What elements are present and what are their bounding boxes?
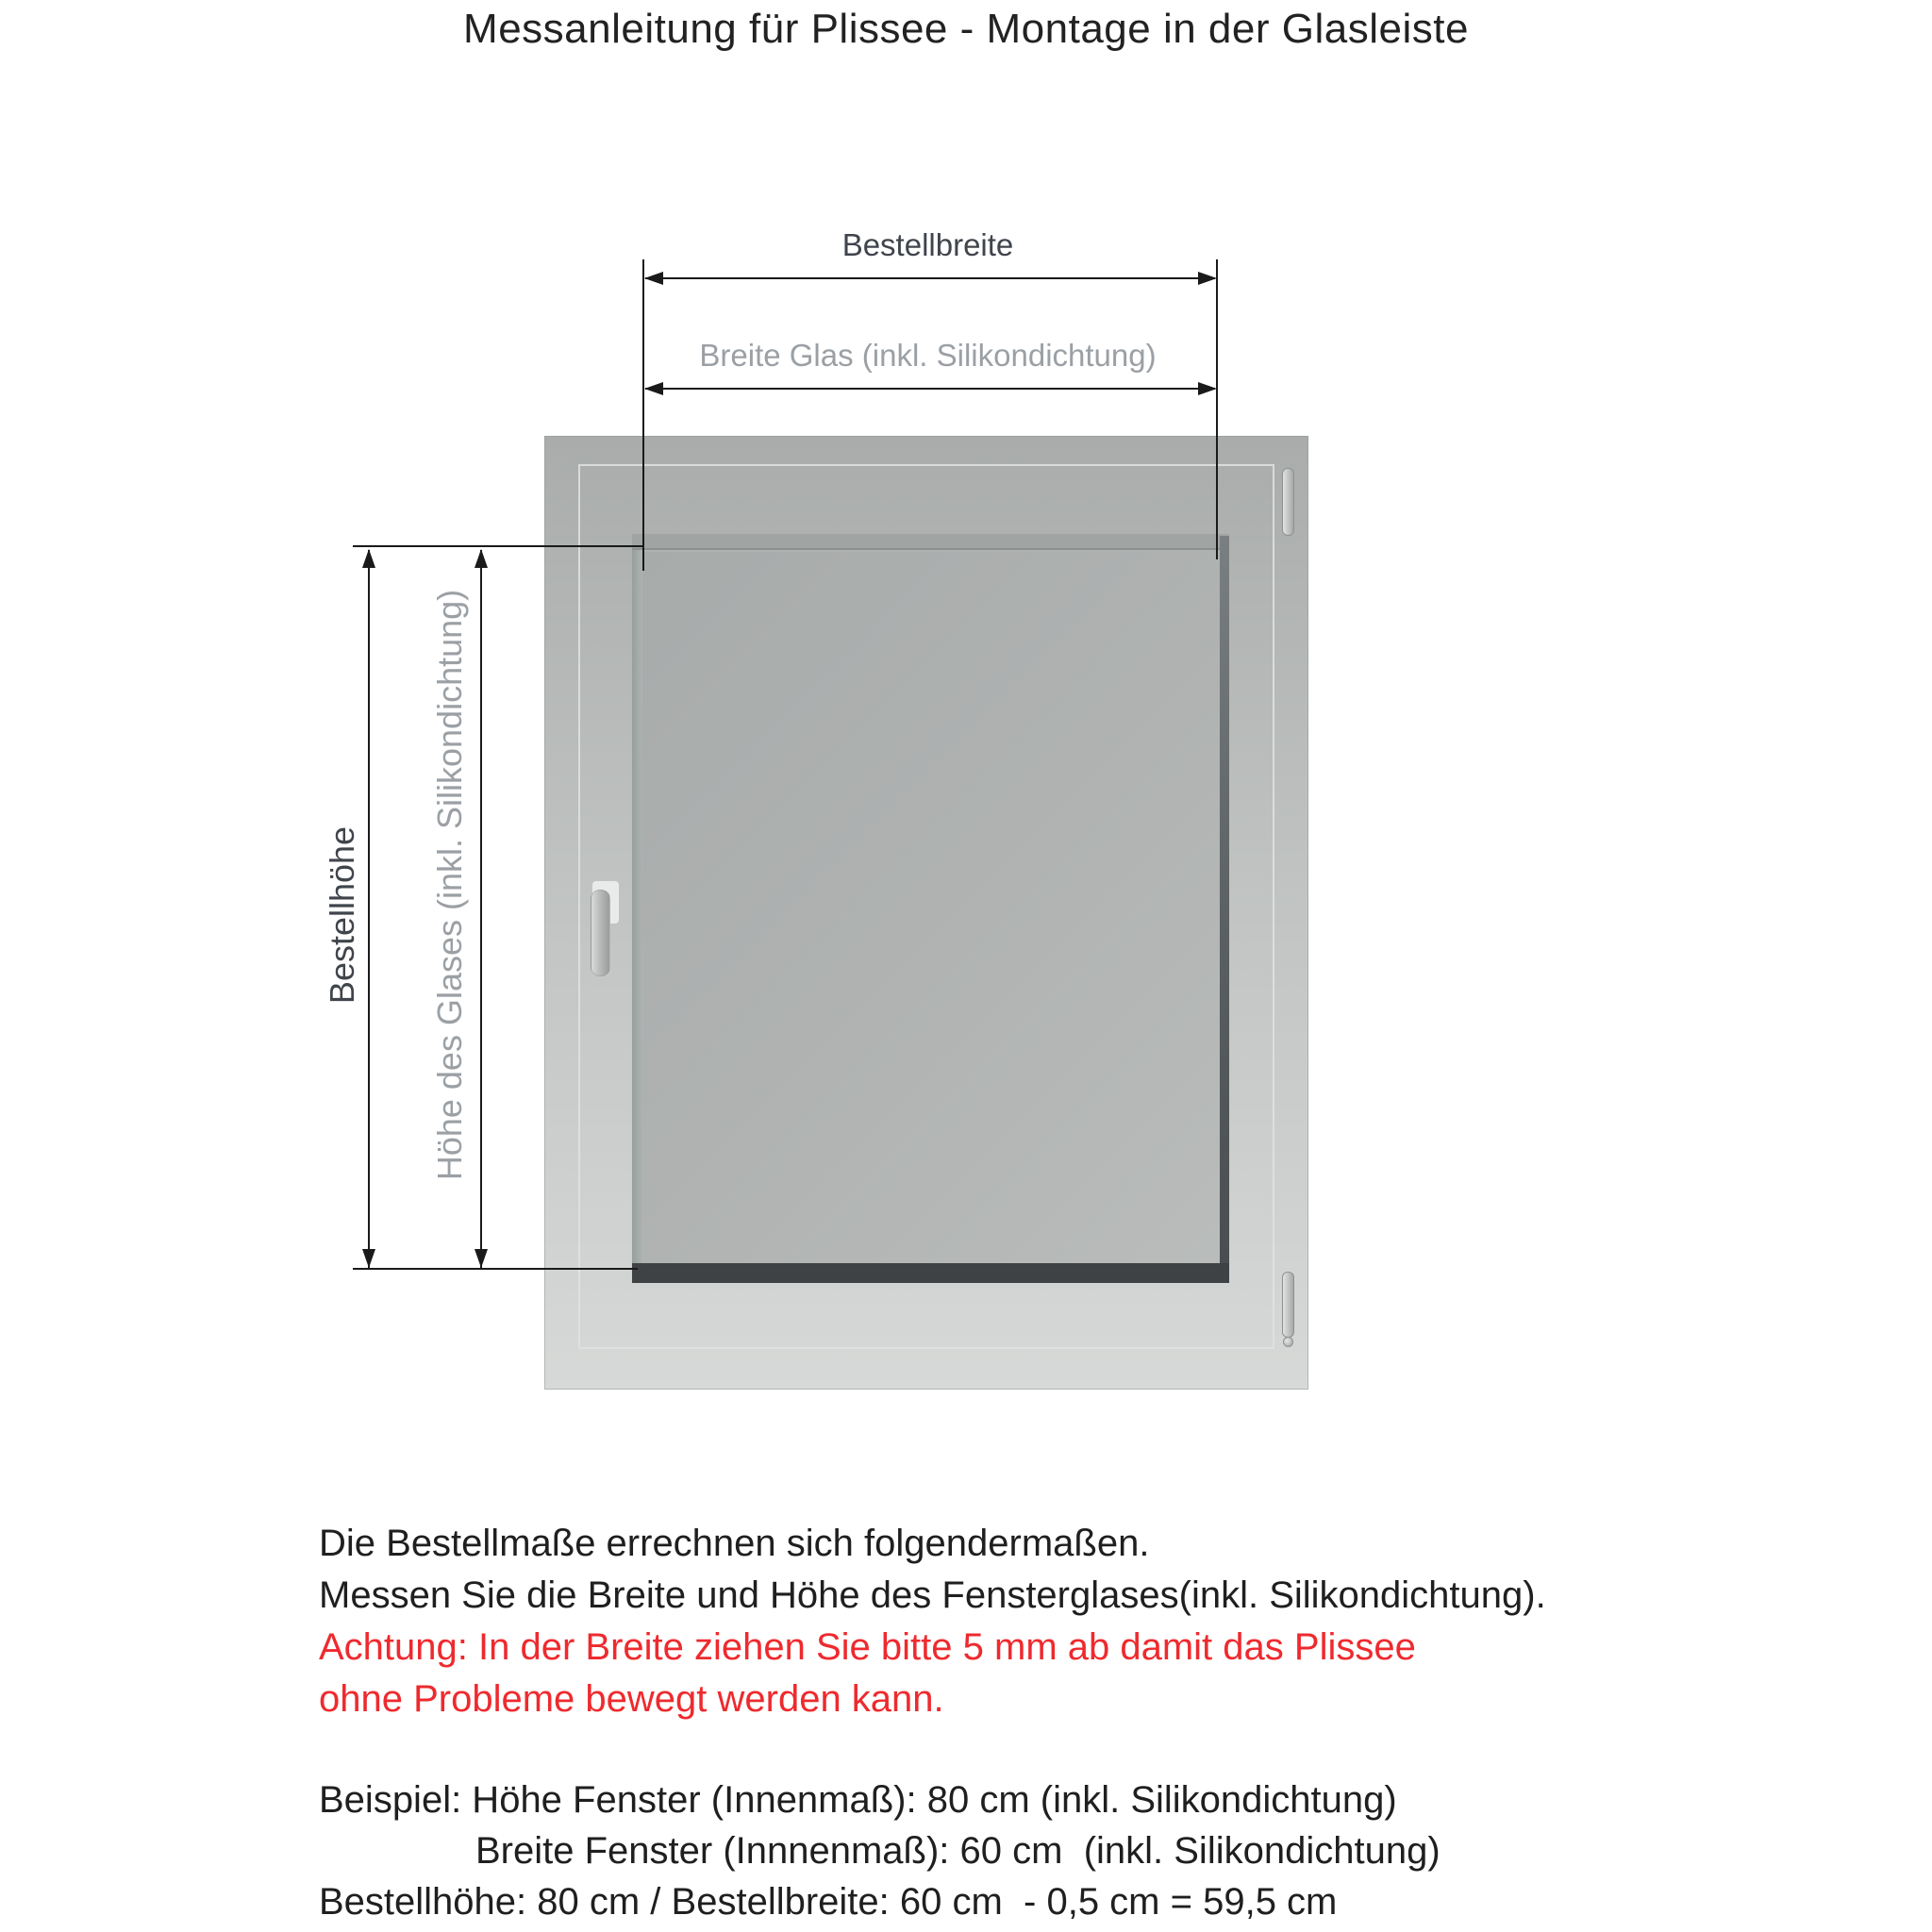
- extension-line-left-vertical: [642, 259, 644, 571]
- hoehe-glas-arrow-line: [480, 550, 482, 1268]
- window-glass: [632, 534, 1229, 1283]
- example-line: Beispiel: Höhe Fenster (Innenmaß): 80 cm (inkl. Silikondichtung): [319, 1779, 1397, 1821]
- page-title: Messanleitung für Plissee - Montage in der Glasleiste: [463, 6, 1469, 52]
- extension-line-right-vertical: [1216, 259, 1218, 559]
- arrowhead-down-icon: [475, 1249, 488, 1268]
- bestellhoehe-arrow-line: [368, 550, 370, 1268]
- arrowhead-up-icon: [475, 549, 488, 568]
- example-block: [319, 1774, 1734, 1927]
- window-handle: [591, 890, 610, 976]
- arrowhead-left-icon: [644, 382, 663, 395]
- bestellbreite-arrow-line: [645, 277, 1215, 279]
- instruction-line: Messen Sie die Breite und Höhe des Fensterglases(inkl. Silikondichtung).: [319, 1574, 1546, 1616]
- instruction-line: Die Bestellmaße errechnen sich folgendermaßen.: [319, 1523, 1150, 1564]
- breite-glas-arrow-line: [645, 388, 1215, 390]
- glass-bottom-bead: [632, 1263, 1229, 1283]
- extension-line-bottom-horizontal: [353, 1268, 638, 1270]
- example-line: Bestellhöhe: 80 cm / Bestellbreite: 60 cm - 0,5 cm = 59,5 cm: [319, 1881, 1338, 1923]
- breite-glas-label: Breite Glas (inkl. Silikondichtung): [699, 338, 1157, 373]
- arrowhead-right-icon: [1198, 272, 1217, 285]
- instruction-warning-line: Achtung: In der Breite ziehen Sie bitte 5 mm ab damit das Plissee: [319, 1626, 1416, 1668]
- arrowhead-up-icon: [362, 549, 375, 568]
- glass-right-bevel: [1220, 536, 1229, 1263]
- bestellhoehe-label: Bestellhöhe: [323, 825, 361, 1005]
- glass-pane: [642, 552, 1220, 1263]
- bottom-hinge-knob: [1283, 1337, 1293, 1347]
- arrowhead-right-icon: [1198, 382, 1217, 395]
- glass-left-bevel: [632, 550, 642, 1263]
- example-line: Breite Fenster (Innnenmaß): 60 cm (inkl. Silikondichtung): [475, 1830, 1441, 1872]
- arrowhead-down-icon: [362, 1249, 375, 1268]
- bestellbreite-label: Bestellbreite: [841, 227, 1014, 262]
- instructions-block: [319, 1518, 1734, 1725]
- bottom-hinge: [1282, 1272, 1294, 1338]
- arrowhead-left-icon: [644, 272, 663, 285]
- hoehe-glas-label: Höhe des Glases (inkl. Silikondichtung): [430, 589, 469, 1181]
- instruction-warning-line: ohne Probleme bewegt werden kann.: [319, 1678, 944, 1720]
- glass-top-bead: [632, 534, 1229, 550]
- top-hinge: [1282, 468, 1294, 536]
- extension-line-top-horizontal: [353, 545, 642, 547]
